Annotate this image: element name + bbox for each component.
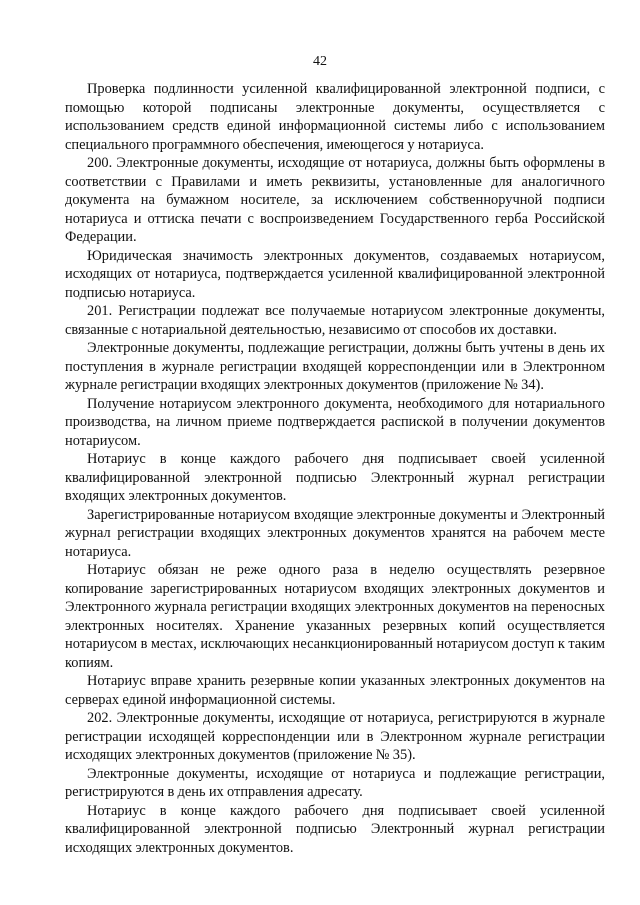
paragraph: 201. Регистрации подлежат все получаемые нотариусом электронные документы, связанные с нотариальной деятельностью, независимо от способов их доставки. <box>65 303 605 338</box>
paragraph: Зарегистрированные нотариусом входящие электронные документы и Электронный журнал регистрации входящих электронных документов хранятся на рабочем месте нотариуса. <box>65 506 605 560</box>
paragraph: Получение нотариусом электронного документа, необходимого для нотариального производства, на личном приеме подтверждается распиской в получении документов нотариусом. <box>65 395 605 449</box>
paragraph: 202. Электронные документы, исходящие от нотариуса, регистрируются в журнале регистрации исходящей корреспонденции или в Электронном журнале регистрации исходящих электронных документов (приложение № 35). <box>65 710 605 763</box>
paragraph: Электронные документы, исходящие от нотариуса и подлежащие регистрации, регистрируются в день их отправления адресату. <box>65 765 605 800</box>
paragraph: 200. Электронные документы, исходящие от нотариуса, должны быть оформлены в соответствии с Правилами и иметь реквизиты, установленные для аналогичного документа на бумажном носителе, за исключением собственноручной подписи нотариуса и оттиска печати с воспроизведением Государственного герба Российской Федерации. <box>65 155 605 245</box>
paragraph: Электронные документы, подлежащие регистрации, должны быть учтены в день их поступления в журнале регистрации входящей корреспонденции или в Электронном журнале регистрации входящих электронных документов (приложение № 34). <box>65 340 605 393</box>
paragraph: Юридическая значимость электронных документов, создаваемых нотариусом, исходящих от нотариуса, подтверждается усиленной квалифицированной электронной подписью нотариуса. <box>65 247 605 301</box>
document-body <box>65 80 605 857</box>
paragraph: Нотариус обязан не реже одного раза в неделю осуществлять резервное копирование зарегистрированных нотариусом входящих электронных документов и Электронного журнала регистрации входящих электронных документов на переносных электронных носителях. Хранение указанных резервных копий осуществляется нотариусом в местах, исключающих несанкционированный нотариусом доступ к таким копиям. <box>65 562 605 671</box>
page-number: 42 <box>313 54 327 69</box>
paragraph: Нотариус вправе хранить резервные копии указанных электронных документов на серверах единой информационной системы. <box>65 673 605 708</box>
paragraph: Проверка подлинности усиленной квалифицированной электронной подписи, с помощью которой подписаны электронные документы, осуществляется с использованием средств единой информационной системы либо с использованием специального программного обеспечения, имеющегося у нотариуса. <box>65 81 605 153</box>
paragraph: Нотариус в конце каждого рабочего дня подписывает своей усиленной квалифицированной электронной подписью Электронный журнал регистрации исходящих электронных документов. <box>65 802 605 856</box>
paragraph: Нотариус в конце каждого рабочего дня подписывает своей усиленной квалифицированной электронной подписью Электронный журнал регистрации входящих электронных документов. <box>65 451 605 504</box>
